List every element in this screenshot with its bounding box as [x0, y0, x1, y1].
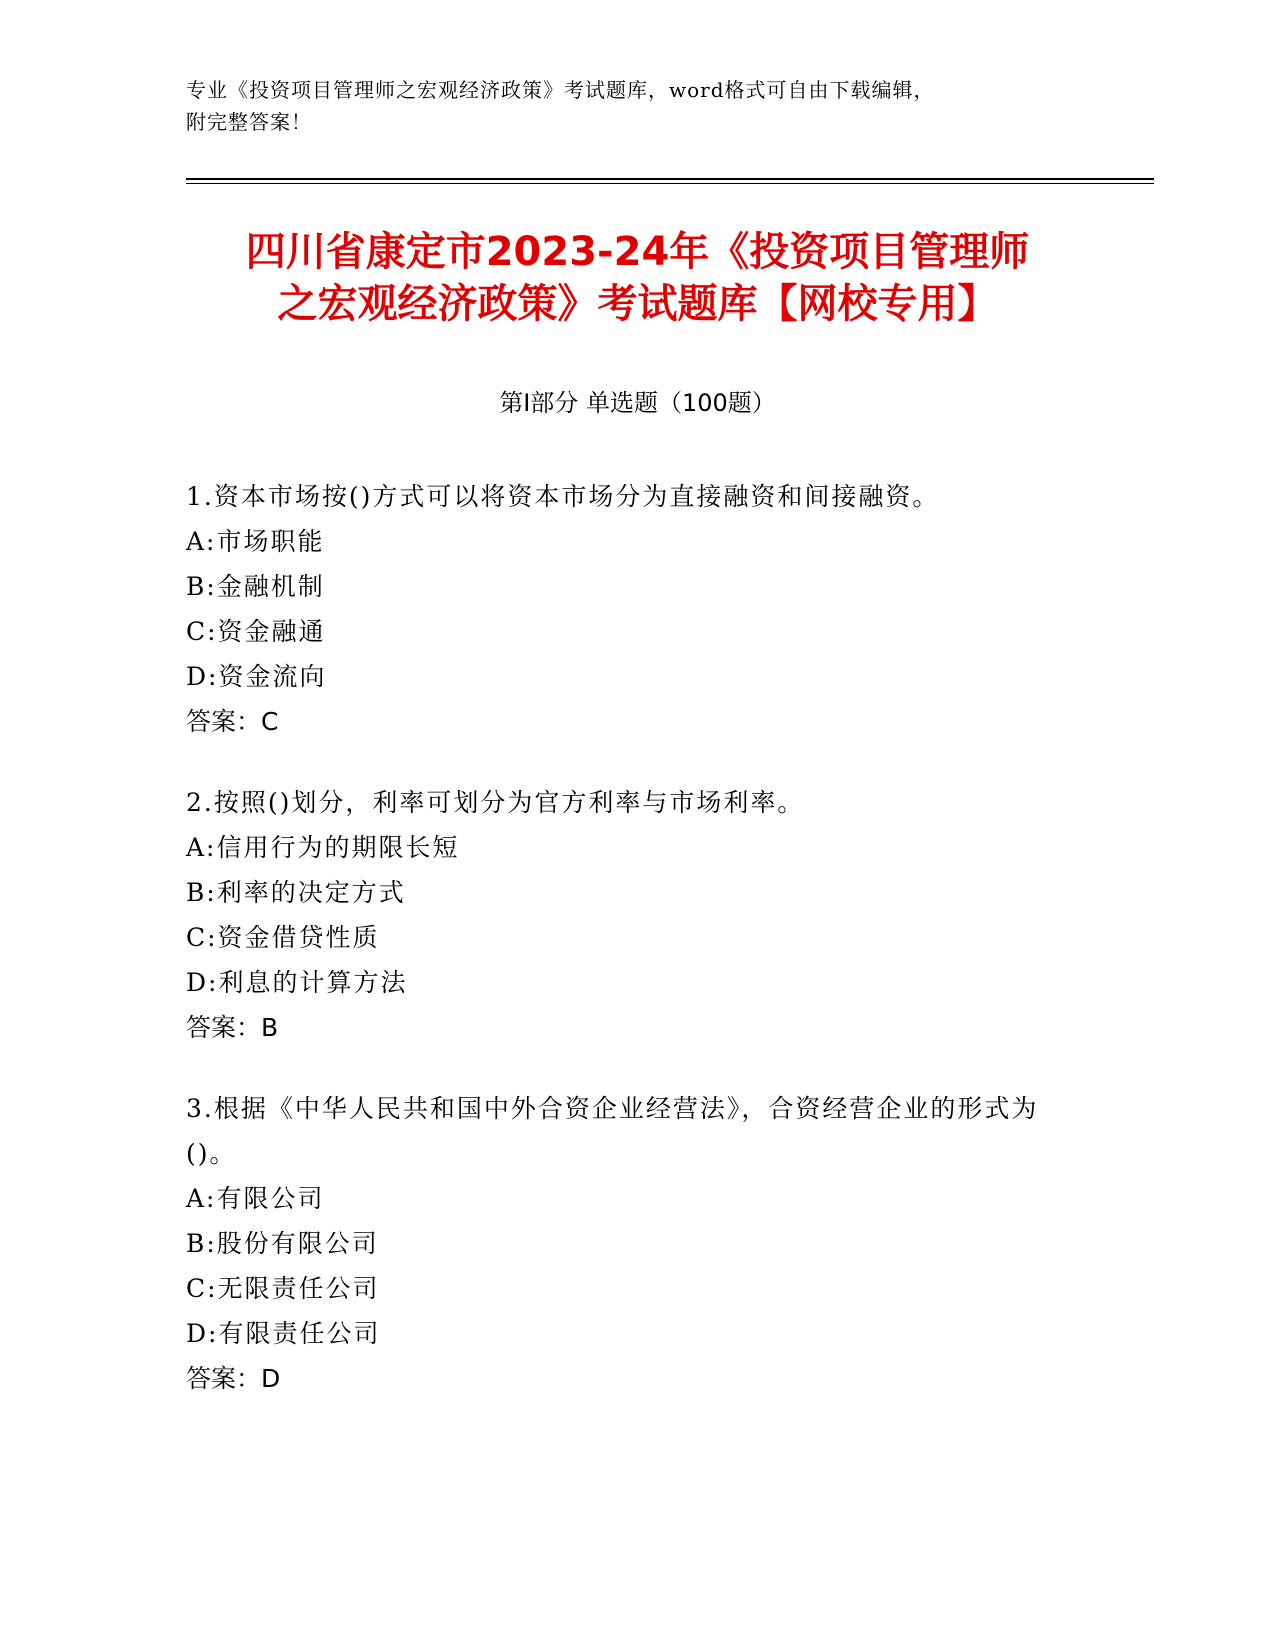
header-note-line-2: 附完整答案！ — [186, 110, 312, 134]
question-3 — [186, 1086, 1086, 1401]
document-title-line-2: 之宏观经济政策》考试题库【网校专用】 — [277, 281, 998, 327]
question-list — [186, 474, 1086, 1437]
option-a: A:有限公司 — [186, 1184, 325, 1213]
header-note-line-1: 专业《投资项目管理师之宏观经济政策》考试题库，word格式可自由下载编辑， — [186, 78, 935, 102]
option-c: C:资金借贷性质 — [186, 923, 380, 952]
option-c: C:无限责任公司 — [186, 1274, 380, 1303]
question-2 — [186, 780, 1086, 1050]
answer-line: 答案：D — [186, 1364, 281, 1393]
header-divider-thick — [186, 178, 1154, 180]
section-heading: 第I部分 单选题（100题） — [499, 389, 776, 417]
option-a: A:信用行为的期限长短 — [186, 833, 460, 862]
option-c: C:资金融通 — [186, 617, 326, 646]
document-title-line-1: 四川省康定市2023-24年《投资项目管理师 — [245, 229, 1030, 275]
question-1 — [186, 474, 1086, 744]
question-stem: 1.资本市场按()方式可以将资本市场分为直接融资和间接融资。 — [186, 482, 940, 511]
option-d: D:有限责任公司 — [186, 1319, 381, 1348]
header-divider-thin — [186, 183, 1154, 184]
option-d: D:利息的计算方法 — [186, 968, 408, 997]
question-stem: 3.根据《中华人民共和国中外合资企业经营法》，合资经营企业的形式为()。 — [186, 1094, 1039, 1168]
document-title — [186, 226, 1089, 330]
option-d: D:资金流向 — [186, 662, 327, 691]
option-b: B:利率的决定方式 — [186, 878, 406, 907]
answer-line: 答案：C — [186, 707, 279, 736]
question-stem: 2.按照()划分，利率可划分为官方利率与市场利率。 — [186, 788, 805, 817]
option-a: A:市场职能 — [186, 527, 325, 556]
answer-line: 答案：B — [186, 1013, 279, 1042]
option-b: B:股份有限公司 — [186, 1229, 379, 1258]
option-b: B:金融机制 — [186, 572, 325, 601]
header-note — [186, 74, 1086, 138]
